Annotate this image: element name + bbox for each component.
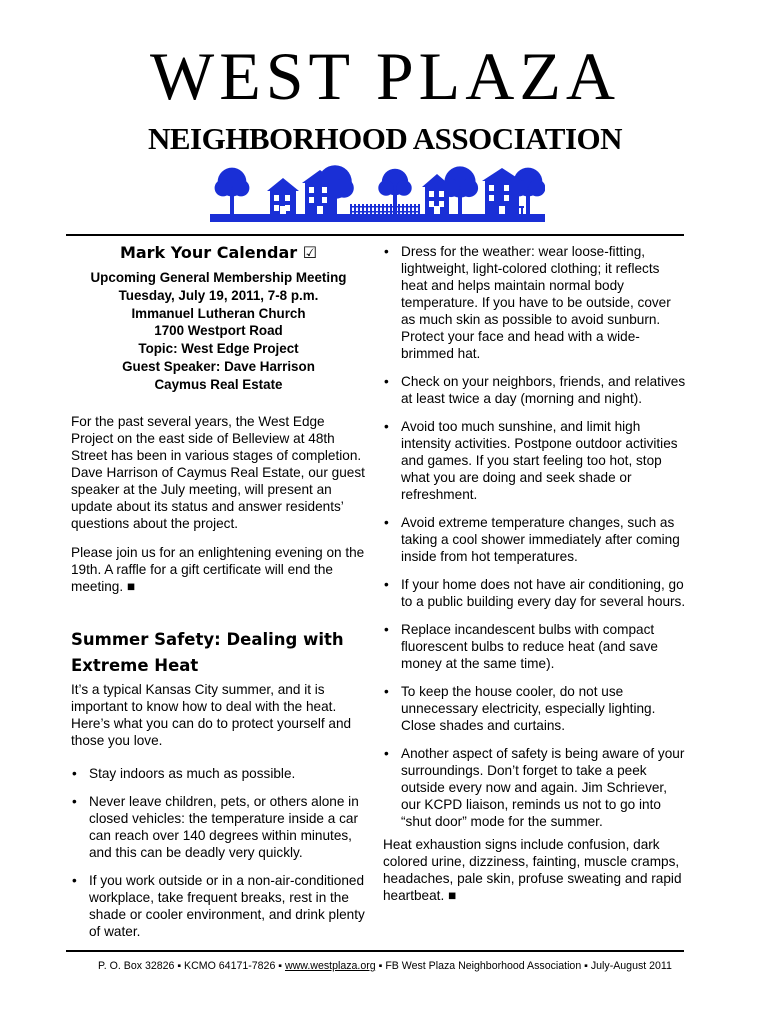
list-item: [383, 418, 688, 503]
list-item: [383, 576, 688, 610]
bullet-icon: •: [384, 577, 389, 592]
bullet-icon: •: [72, 872, 77, 888]
list-item: [71, 793, 366, 861]
left-column: [71, 243, 366, 951]
list-item: [71, 872, 366, 940]
neighborhood-banner-icon: [210, 160, 545, 222]
list-item-text: Stay indoors as much as possible.: [89, 765, 296, 781]
footer-address: P. O. Box 32826 ▪ KCMO 64171-7826 ▪: [98, 960, 285, 972]
bullet-icon: •: [384, 746, 389, 761]
list-item: [383, 514, 688, 565]
list-item-text: Never leave children, pets, or others alone in closed vehicles: the temperature inside a car can reach over 140 degrees within minutes, and this can be deadly very quickly.: [89, 793, 359, 860]
calendar-paragraph: Please join us for an enlightening evening on the 19th. A raffle for a gift certificate will end the meeting. ■: [71, 544, 365, 594]
heat-exhaustion-paragraph: Heat exhaustion signs include confusion, dark colored urine, dizziness, fainting, muscle cramps, headaches, pale skin, profuse sweating and rapid heartbeat. ■: [383, 837, 682, 903]
list-item-text: Avoid too much sunshine, and limit high intensity activities. Postpone outdoor activities and games. If you start feeling too hot, stop what you are doing and seek shade or refreshment.: [401, 419, 678, 502]
calendar-heading: Mark Your Calendar ☑: [119, 243, 318, 262]
list-item-text: Another aspect of safety is being aware of your surroundings. Don’t forget to take a peek outside every now and again. Jim Schriever, our KCPD liaison, reminds us not to go into “shut door” mode for the summer.: [401, 746, 685, 829]
list-item-text: Check on your neighbors, friends, and relatives at least twice a day (morning and night).: [401, 374, 686, 406]
bullet-icon: •: [384, 374, 389, 389]
list-item: [383, 745, 688, 830]
list-item: [71, 765, 366, 782]
bullet-icon: •: [72, 793, 77, 809]
right-column: [383, 243, 688, 916]
meeting-details: [71, 269, 366, 394]
masthead-subtitle: NEIGHBORHOOD ASSOCIATION: [147, 121, 623, 156]
safety-intro: It’s a typical Kansas City summer, and it is important to know how to deal with the heat. Here’s what you can do to protect yourself and those you love.: [71, 681, 352, 748]
footer-info: ▪ FB West Plaza Neighborhood Association ▪ July-August 2011: [375, 960, 672, 972]
bullet-icon: •: [384, 244, 389, 259]
top-divider: [66, 234, 684, 236]
list-item-text: Replace incandescent bulbs with compact fluorescent bulbs to reduce heat (and save money at the same time).: [401, 622, 658, 671]
website-link[interactable]: www.westplaza.org: [284, 960, 376, 972]
bullet-icon: •: [384, 622, 389, 637]
list-item-text: Avoid extreme temperature changes, such as taking a cool shower immediately after coming inside from hot temperatures.: [401, 515, 680, 564]
meeting-line: Guest Speaker: Dave Harrison: [122, 358, 315, 374]
bullet-icon: •: [72, 765, 77, 781]
footer: [0, 960, 770, 972]
list-item: [383, 621, 688, 672]
meeting-line: Immanuel Lutheran Church: [131, 305, 306, 321]
meeting-line: Caymus Real Estate: [154, 376, 283, 392]
list-item-text: To keep the house cooler, do not use unnecessary electricity, especially lighting. Close shades and curtains.: [401, 684, 656, 733]
masthead-title: WEST PLAZA: [150, 38, 620, 114]
list-item: [383, 373, 688, 407]
list-item-text: If you work outside or in a non-air-conditioned workplace, take frequent breaks, rest in the shade or cooler environment, and drink plenty of water.: [89, 872, 365, 939]
safety-heading: Summer Safety: Dealing with Extreme Heat: [71, 629, 344, 675]
list-item-text: If your home does not have air conditioning, go to a public building every day for several hours.: [401, 577, 686, 609]
list-item-text: Dress for the weather: wear loose-fitting, lightweight, light-colored clothing; it reflects heat and helps maintain normal body temperature. If you have to be outside, cover as much skin as possible to avoid sunburn. Protect your face and head with a wide-brimmed hat.: [401, 244, 671, 361]
meeting-line: Topic: West Edge Project: [138, 341, 299, 357]
bullet-icon: •: [384, 419, 389, 434]
list-item: [383, 683, 688, 734]
bullet-icon: •: [384, 515, 389, 530]
bottom-divider: [66, 950, 684, 952]
right-bullet-list: [383, 243, 688, 830]
bullet-icon: •: [384, 684, 389, 699]
calendar-paragraph: For the past several years, the West Edge Project on the east side of Belleview at 48th Street has been in various stages of completion. Dave Harrison of Caymus Real Estate, our guest speaker at the July meeting, will present an update about its status and answer residents’ questions about the project.: [71, 413, 365, 531]
meeting-line: Tuesday, July 19, 2011, 7-8 p.m.: [118, 287, 319, 303]
left-bullet-list: [71, 765, 366, 940]
list-item: [383, 243, 688, 362]
meeting-line: Upcoming General Membership Meeting: [90, 270, 347, 285]
meeting-line: 1700 Westport Road: [154, 323, 283, 339]
